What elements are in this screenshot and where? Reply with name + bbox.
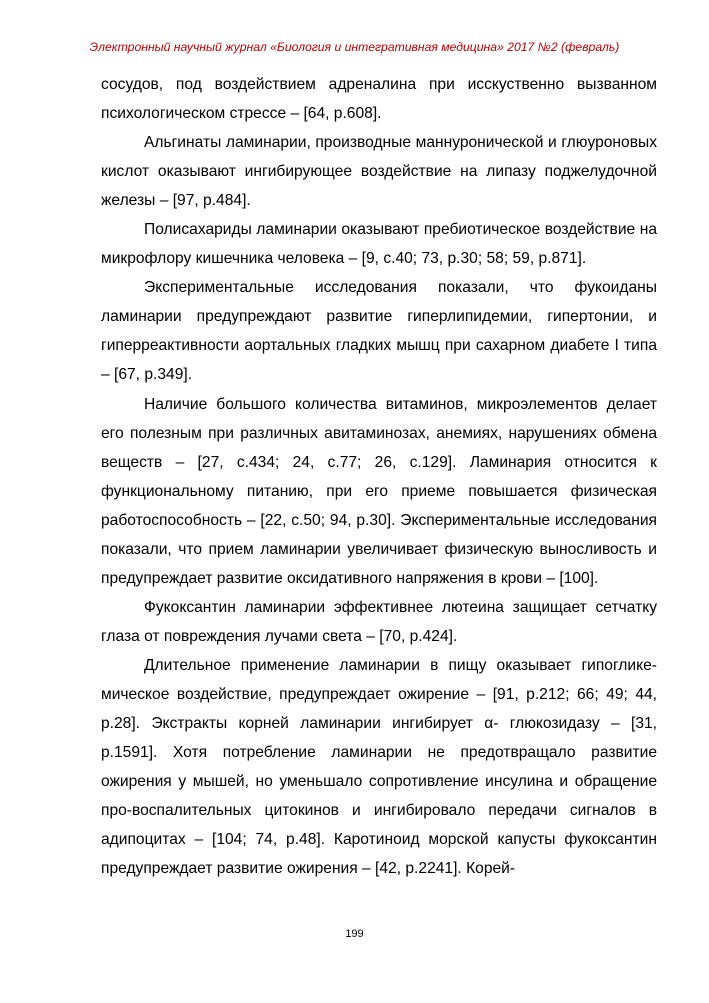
body-text (101, 70, 657, 883)
paragraph-polysaccharides: Полисахариды ламинарии оказывают пребиотическое воздействие на микрофлору кишечника человека – [9, с.40; 73, p.30; 58; 59, p.871]. (101, 221, 657, 268)
paragraph-alginates: Альгинаты ламинарии, производные маннуронической и глюуроновых кислот оказывают ингибирующее воздействие на липазу поджелудочной железы – [97, p.484]. (101, 134, 657, 210)
paragraph-fucoxanthin: Фукоксантин ламинарии эффективнее лютеина защищает сетчатку глаза от повреждения лучами света – [70, p.424]. (101, 598, 657, 645)
paragraph-hypoglycemic: Длительное применение ламинарии в пищу оказывает гипогликемическое воздействие, предупреждает ожирение – [91, p.212; 66; 49; 44, p.28]. Экстракты корней ламинарии ингибирует α- глюкозидазу – [31, p.1591]. Хотя потребление ламинарии не предотвращало развитие ожирения у мышей, но уменьшало сопротивление инсулина и обращение про-воспалительных цитокинов и ингибировало передачи сигналов в адипоцитах – [104; 74, p.48]. Каротиноид морской капусты фукоксантин предупреждает развитие ожирения – [42, p.2241]. Корей- (101, 656, 657, 878)
page-number: 199 (345, 928, 364, 940)
paragraph-continuation: сосудов, под воздействием адреналина при исскуственно вызванном психологическом стрессе – [64, p.608]. (101, 76, 657, 123)
paragraph-vitamins: Наличие большого количества витаминов, микроэлементов делает его полезным при различных авитаминозах, анемиях, нарушениях обмена веществ – [27, с.434; 24, с.77; 26, с.129]. Ламинария относится к функциональному питанию, при его приеме повышается физическая работоспособность – [22, с.50; 94, p.30]. Экспериментальные исследования показали, что прием ламинарии увеличивает физическую выносливость и предупреждает развитие оксидативного напряжения в крови – [100]. (101, 395, 657, 587)
journal-header: Электронный научный журнал «Биология и интегративная медицина» 2017 №2 (февраль) (89, 40, 620, 54)
paragraph-fucoidans: Экспериментальные исследования показали, что фукоиданы ламинарии предупреждают развитие гиперлипидемии, гипертонии, и гиперреактивности аортальных гладких мышц при сахарном диабете I типа – [67, p.349]. (101, 279, 657, 384)
